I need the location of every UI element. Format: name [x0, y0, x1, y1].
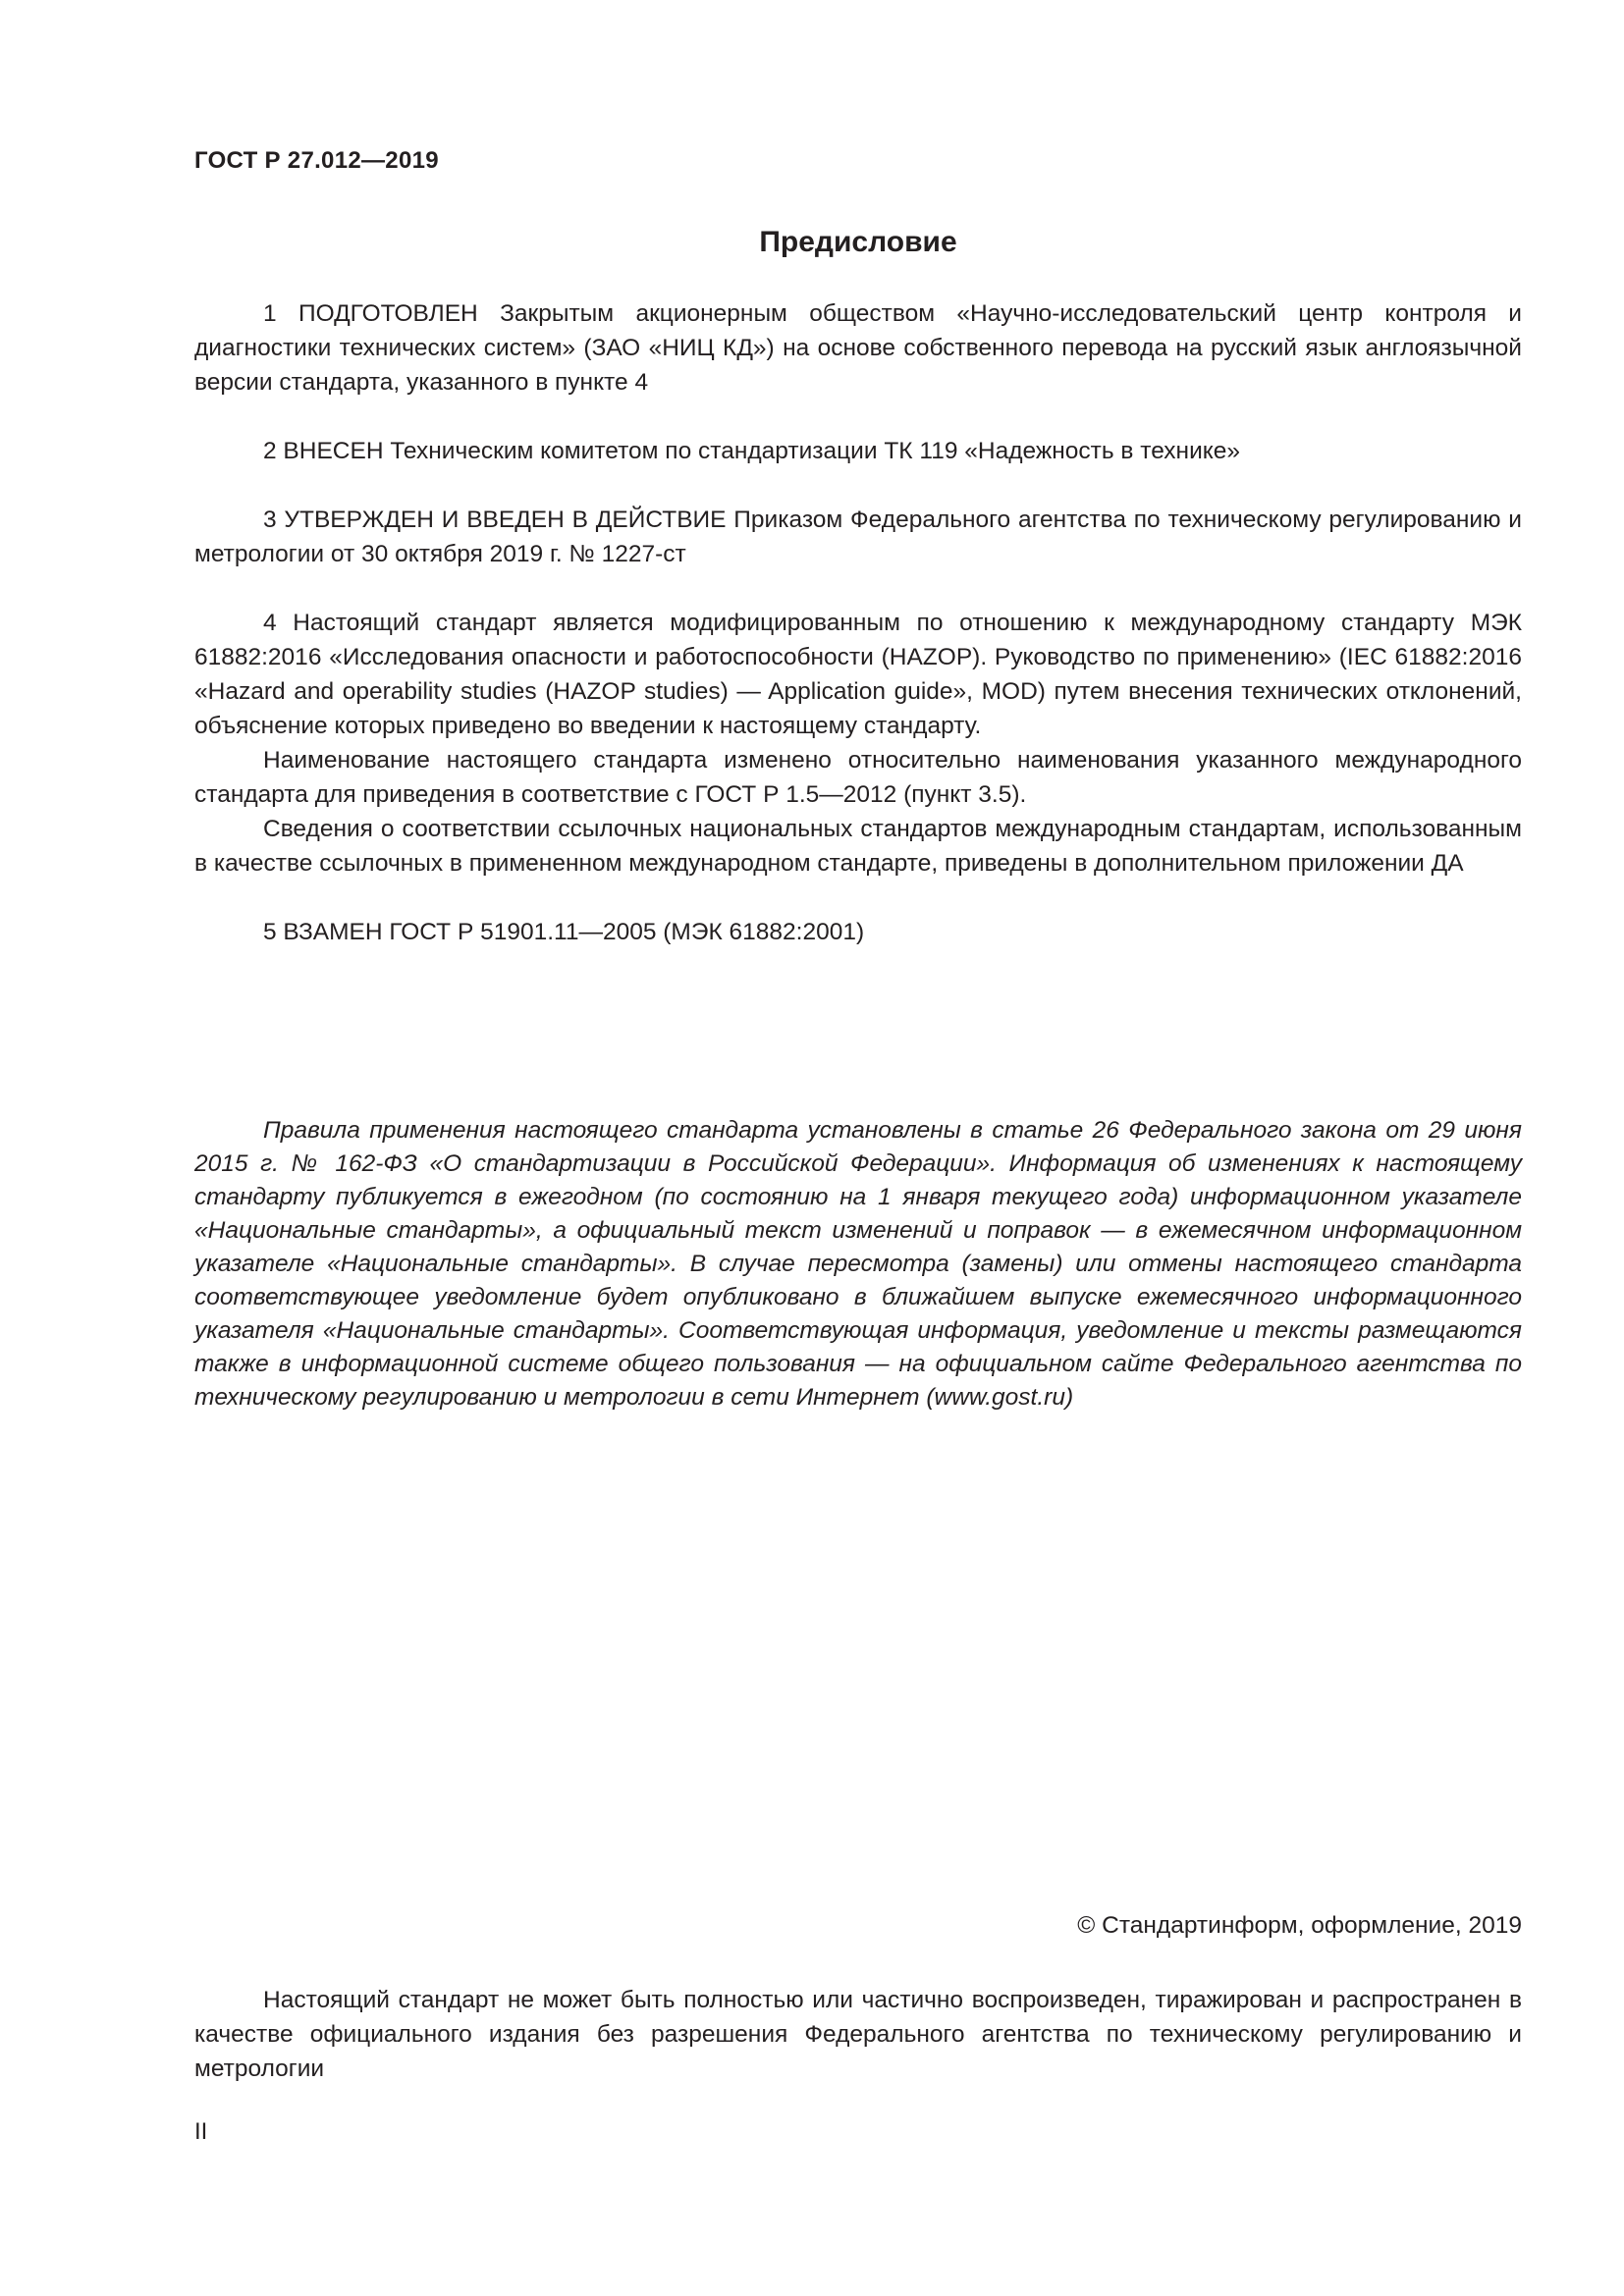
preface-item-4-references-note: Сведения о соответствии ссылочных национальных стандартов международным стандартам, использованным в качестве ссылочных в примененном международном стандарте, приведены в дополнительном приложении ДА: [194, 816, 1522, 877]
preface-item-4: 4 Настоящий стандарт является модифицированным по отношению к международному стандарту МЭК 61882:2016 «Исследования опасности и работоспособности (HAZOP). Руководство по применению» (IEC 61882:2016 «Hazard and operability studies (HAZOP studies) — Application guide», MOD) путем внесения технических отклонений, объяснение которых приведено во введении к настоящему стандарту.: [194, 610, 1522, 739]
preface-item-3: 3 УТВЕРЖДЕН И ВВЕДЕН В ДЕЙСТВИЕ Приказом Федерального агентства по техническому регулированию и метрологии от 30 октября 2019 г. № 1227-ст: [194, 507, 1522, 567]
paragraph-gap: [194, 571, 1522, 606]
preface-item-5: 5 ВЗАМЕН ГОСТ Р 51901.11—2005 (МЭК 61882:2001): [263, 919, 865, 945]
preface-section: [194, 296, 1522, 949]
preface-item-2: 2 ВНЕСЕН Техническим комитетом по стандартизации ТК 119 «Надежность в технике»: [263, 438, 1241, 464]
preface-item-4-name-note: Наименование настоящего стандарта изменено относительно наименования указанного международного стандарта для приведения в соответствие с ГОСТ Р 1.5—2012 (пункт 3.5).: [194, 747, 1522, 808]
copyright-line: © Стандартинформ, оформление, 2019: [1077, 1912, 1522, 1939]
rules-notice-section: [194, 1114, 1522, 1415]
page-title: Предисловие: [759, 226, 957, 258]
rules-notice: Правила применения настоящего стандарта установлены в статье 26 Федерального закона от 29 июня 2015 г. № 162-ФЗ «О стандартизации в Российской Федерации». Информация об изменениях к настоящему стандарту публикуется в ежегодном (по состоянию на 1 января текущего года) информационном указателе «Национальные стандарты», а официальный текст изменений и поправок — в ежемесячном информационном указателе «Национальные стандарты». В случае пересмотра (замены) или отмены настоящего стандарта соответствующее уведомление будет опубликовано в ближайшем выпуске ежемесячного информационного указателя «Национальные стандарты». Соответствующая информация, уведомление и тексты размещаются также в информационной системе общего пользования — на официальном сайте Федерального агентства по техническому регулированию и метрологии в сети Интернет (www.gost.ru): [194, 1117, 1522, 1411]
paragraph-gap: [194, 468, 1522, 503]
preface-item-1: 1 ПОДГОТОВЛЕН Закрытым акционерным обществом «Научно-исследовательский центр контроля и диагностики технических систем» (ЗАО «НИЦ КД») на основе собственного перевода на русский язык англоязычной версии стандарта, указанного в пункте 4: [194, 300, 1522, 396]
paragraph-gap: [194, 400, 1522, 434]
page-number: II: [194, 2118, 208, 2145]
reproduction-notice: Настоящий стандарт не может быть полностью или частично воспроизведен, тиражирован и распространен в качестве официального издания без разрешения Федерального агентства по техническому регулированию и метрологии: [194, 1987, 1522, 2082]
paragraph-gap: [194, 881, 1522, 915]
document-code-header: ГОСТ Р 27.012—2019: [194, 147, 439, 174]
reproduction-notice-section: [194, 1983, 1522, 2086]
